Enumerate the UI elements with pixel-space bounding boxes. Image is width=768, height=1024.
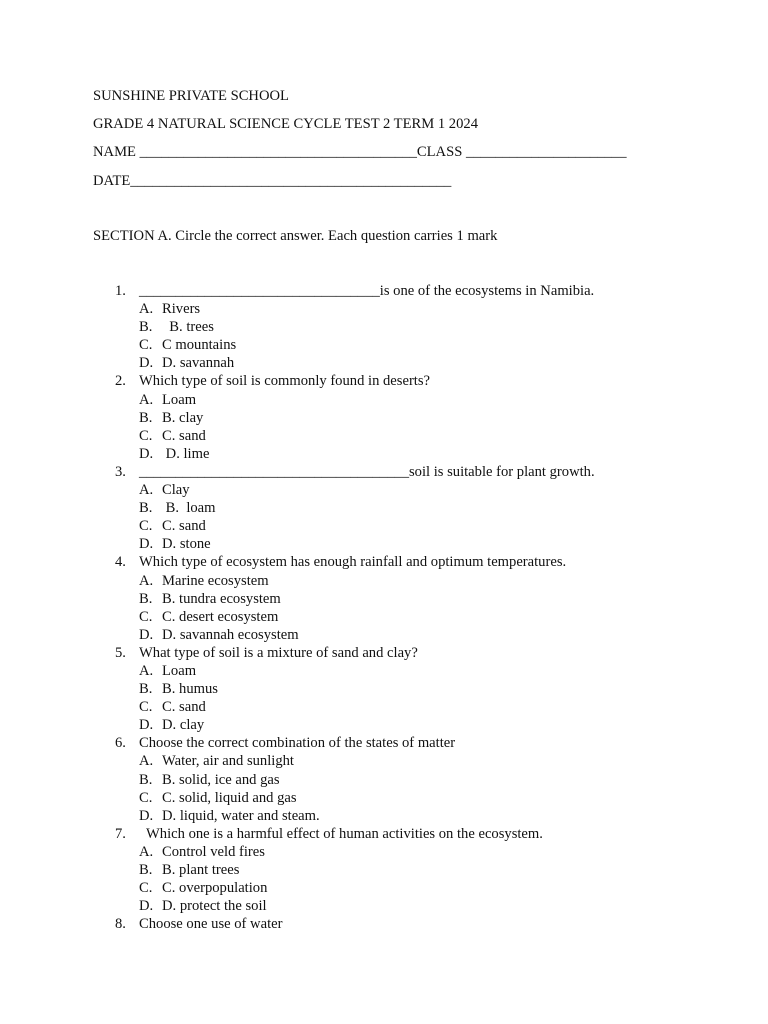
- answer-option[interactable]: [0, 336, 768, 354]
- answer-option[interactable]: [0, 879, 768, 897]
- question-row: [0, 915, 768, 933]
- option-text: C. sand: [162, 518, 206, 535]
- question-text: Choose one use of water: [139, 916, 283, 933]
- answer-option[interactable]: [0, 481, 768, 499]
- option-text: B. humus: [162, 681, 218, 698]
- answer-option[interactable]: [0, 608, 768, 626]
- option-letter: A.: [139, 843, 154, 860]
- test-title: GRADE 4 NATURAL SCIENCE CYCLE TEST 2 TERM 1 2024: [93, 116, 478, 132]
- question-number: 4.: [115, 554, 126, 571]
- question-text: _____________________________________soil is suitable for plant growth.: [139, 463, 595, 480]
- option-text: C. sand: [162, 699, 206, 716]
- option-text: B. trees: [162, 319, 214, 336]
- question-row: [0, 734, 768, 752]
- option-letter: D.: [139, 717, 154, 734]
- question-row: [0, 463, 768, 481]
- option-letter: B.: [139, 319, 153, 336]
- question-text: Which type of soil is commonly found in deserts?: [139, 373, 431, 390]
- option-text: B. solid, ice and gas: [162, 771, 280, 788]
- question-item: [0, 463, 768, 553]
- question-row: [0, 644, 768, 662]
- option-text: C. sand: [162, 427, 206, 444]
- name-class-line: NAME ______________________________________CLASS ______________________: [93, 144, 627, 160]
- option-text: C mountains: [162, 337, 237, 354]
- answer-option[interactable]: [0, 427, 768, 445]
- option-text: B. tundra ecosystem: [162, 590, 281, 607]
- option-letter: D.: [139, 807, 154, 824]
- option-text: B. plant trees: [162, 862, 240, 878]
- option-text: Control veld fires: [162, 843, 265, 860]
- option-letter: B.: [139, 409, 153, 426]
- option-letter: C.: [139, 427, 153, 444]
- option-text: Marine ecosystem: [162, 572, 269, 589]
- question-text: What type of soil is a mixture of sand and clay?: [139, 644, 418, 661]
- answer-option[interactable]: [0, 354, 768, 372]
- section-a-instructions: SECTION A. Circle the correct answer. Each question carries 1 mark: [93, 228, 498, 244]
- option-text: C. desert ecosystem: [162, 608, 279, 625]
- question-number: 3.: [115, 463, 126, 480]
- answer-option[interactable]: [0, 807, 768, 825]
- option-text: C. overpopulation: [162, 880, 268, 897]
- option-letter: C.: [139, 337, 153, 354]
- answer-option[interactable]: [0, 590, 768, 608]
- option-letter: C.: [139, 699, 153, 716]
- option-text: C. solid, liquid and gas: [162, 789, 297, 806]
- question-item: [0, 372, 768, 462]
- question-item: [0, 825, 768, 915]
- answer-option[interactable]: [0, 789, 768, 807]
- date-line: DATE____________________________________________: [93, 173, 452, 189]
- option-text: D. liquid, water and steam.: [162, 807, 320, 824]
- answer-option[interactable]: [0, 391, 768, 409]
- option-letter: D.: [139, 445, 154, 462]
- option-letter: D.: [139, 355, 154, 372]
- option-text: D. lime: [162, 445, 210, 462]
- option-letter: D.: [139, 536, 154, 553]
- answer-option[interactable]: [0, 626, 768, 644]
- question-item: [0, 553, 768, 643]
- school-name: SUNSHINE PRIVATE SCHOOL: [93, 88, 289, 104]
- answer-option[interactable]: [0, 752, 768, 770]
- question-text: Choose the correct combination of the states of matter: [139, 735, 456, 752]
- answer-option[interactable]: [0, 300, 768, 318]
- option-letter: B.: [139, 771, 153, 788]
- option-text: D. savannah ecosystem: [162, 626, 299, 643]
- question-number: 8.: [115, 916, 126, 933]
- option-letter: C.: [139, 608, 153, 625]
- question-row: [0, 282, 768, 300]
- option-text: D. clay: [162, 717, 205, 734]
- question-number: 6.: [115, 735, 126, 752]
- answer-option[interactable]: [0, 771, 768, 789]
- option-text: Water, air and sunlight: [162, 753, 294, 770]
- question-text: Which type of ecosystem has enough rainfall and optimum temperatures.: [139, 554, 567, 571]
- option-text: Loam: [162, 391, 197, 408]
- answer-option[interactable]: [0, 843, 768, 861]
- option-letter: A.: [139, 482, 154, 499]
- answer-option[interactable]: [0, 698, 768, 716]
- option-text: D. protect the soil: [162, 898, 267, 915]
- option-letter: C.: [139, 789, 153, 806]
- option-letter: B.: [139, 590, 153, 607]
- question-row: [0, 553, 768, 571]
- option-letter: D.: [139, 898, 154, 915]
- option-letter: B.: [139, 500, 153, 517]
- option-letter: D.: [139, 626, 154, 643]
- question-number: 2.: [115, 373, 126, 390]
- option-letter: A.: [139, 301, 154, 318]
- option-text: Clay: [162, 482, 190, 499]
- option-text: Rivers: [162, 301, 201, 318]
- option-letter: A.: [139, 572, 154, 589]
- question-item: [0, 734, 768, 824]
- question-text: _________________________________is one of the ecosystems in Namibia.: [139, 283, 595, 299]
- question-text: Which one is a harmful effect of human activities on the ecosystem.: [139, 825, 543, 842]
- answer-option[interactable]: [0, 409, 768, 427]
- option-text: B. loam: [162, 500, 216, 517]
- answer-option[interactable]: [0, 517, 768, 535]
- question-row: [0, 825, 768, 843]
- answer-option[interactable]: [0, 499, 768, 517]
- option-letter: B.: [139, 862, 153, 878]
- answer-option[interactable]: [0, 662, 768, 680]
- option-letter: C.: [139, 880, 153, 897]
- option-letter: C.: [139, 518, 153, 535]
- option-letter: A.: [139, 753, 154, 770]
- option-letter: B.: [139, 681, 153, 698]
- question-number: 1.: [115, 283, 126, 299]
- option-text: D. savannah: [162, 355, 235, 372]
- answer-option[interactable]: [0, 445, 768, 463]
- question-item: [0, 282, 768, 372]
- question-row: [0, 372, 768, 390]
- answer-option[interactable]: [0, 861, 768, 879]
- option-text: Loam: [162, 662, 197, 679]
- question-number: 5.: [115, 644, 126, 661]
- question-item: [0, 915, 768, 933]
- question-list: [0, 282, 768, 933]
- option-letter: A.: [139, 662, 154, 679]
- answer-option[interactable]: [0, 318, 768, 336]
- question-item: [0, 644, 768, 734]
- answer-option[interactable]: [0, 716, 768, 734]
- option-letter: A.: [139, 391, 154, 408]
- option-text: B. clay: [162, 409, 204, 426]
- answer-option[interactable]: [0, 572, 768, 590]
- answer-option[interactable]: [0, 535, 768, 553]
- question-number: 7.: [115, 825, 126, 842]
- answer-option[interactable]: [0, 680, 768, 698]
- answer-option[interactable]: [0, 897, 768, 915]
- option-text: D. stone: [162, 536, 211, 553]
